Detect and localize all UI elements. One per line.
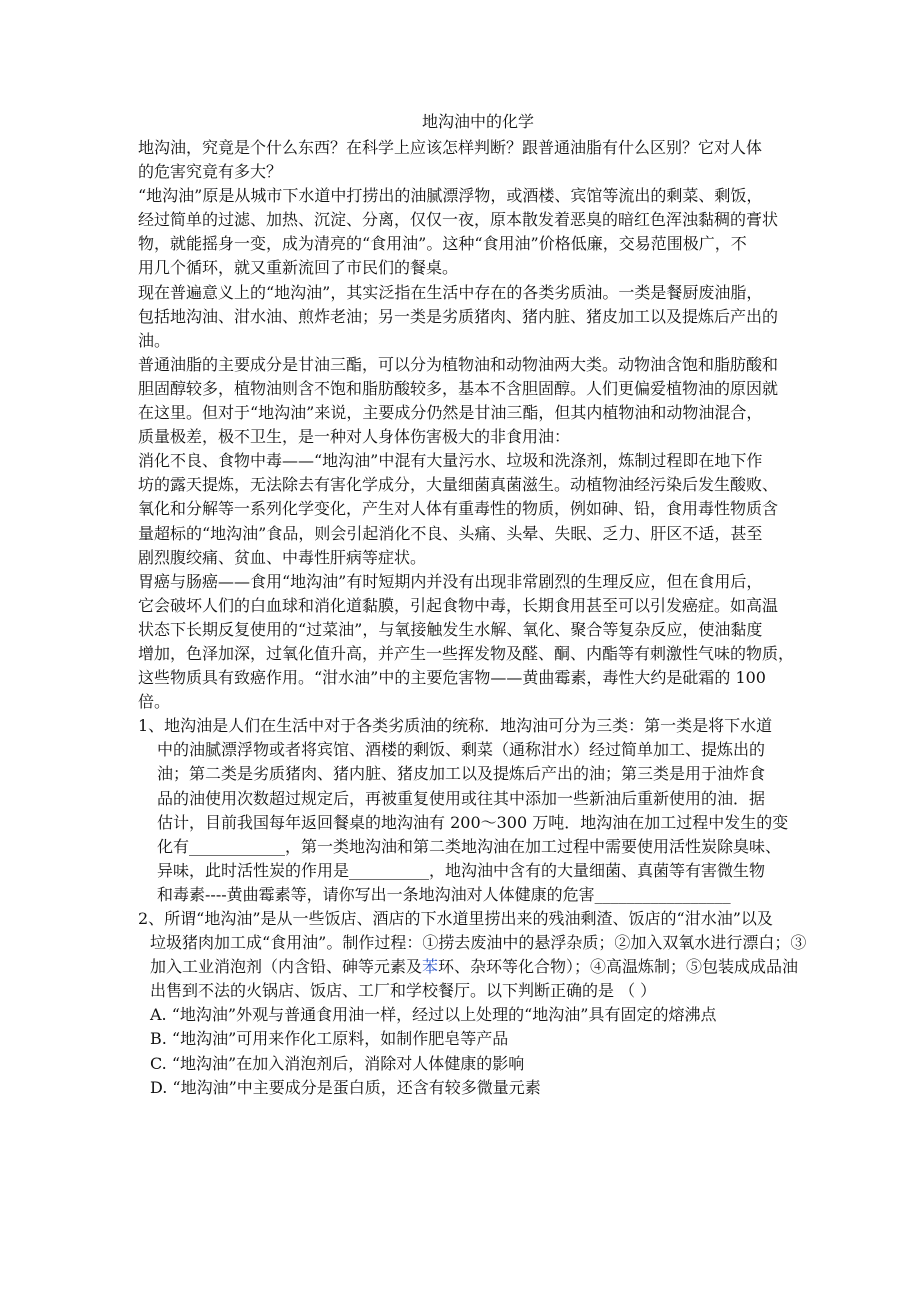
text-segment: 环、杂环等化合物）；④高温炼制；⑤包装成成品油 (438, 957, 799, 977)
option-a: A. “地沟油”外观与普通食用油一样，经过以上处理的“地沟油”具有固定的熔沸点 (150, 1005, 717, 1025)
question-1-line: 估计，目前我国每年返回餐桌的地沟油有 200～300 万吨．地沟油在加工过程中发生的变 (157, 812, 789, 832)
text-line: 地沟油，究竟是个什么东西？在科学上应该怎样判断？跟普通油脂有什么区别？它对人体 (138, 138, 763, 157)
question-1-stem: 1、地沟油是人们在生活中对于各类劣质油的统称．地沟油可分为三类：第一类是将下水道 (138, 716, 773, 736)
text-line: 经过简单的过滤、加热、沉淀、分离，仅仅一夜，原本散发着恶臭的暗红色浑浊黏稠的膏状 (138, 210, 779, 230)
text-segment: 加入工业消泡剂（内含铅、砷等元素及 (150, 957, 423, 977)
text-line: 这些物质具有致癌作用。“泔水油”中的主要危害物——黄曲霉素，毒性大约是砒霜的 100 (138, 668, 766, 688)
question-1 (138, 714, 798, 907)
question-1-line: 异味，此时活性炭的作用是__________，地沟油中含有的大量细菌、真菌等有害微生物 (157, 860, 766, 880)
option-d: D. “地沟油”中主要成分是蛋白质，还含有较多微量元素 (150, 1077, 541, 1097)
question-1-line: 油；第二类是劣质猪肉、猪内脏、猪皮加工以及提炼后产出的油；第三类是用于油炸食 (157, 764, 766, 784)
text-line: 坊的露天提炼，无法除去有害化学成分，大量细菌真菌滋生。动植物油经污染后发生酸败、 (138, 475, 779, 495)
text-line: 消化不良、食物中毒——“地沟油”中混有大量污水、垃圾和洗涤剂，炼制过程即在地下作 (138, 451, 763, 471)
text-line: 胃癌与肠癌——食用“地沟油”有时短期内并没有出现非常剧烈的生理反应，但在食用后， (138, 571, 763, 591)
body-paragraphs (138, 136, 798, 714)
text-line: 增加，色泽加深，过氧化值升高，并产生一些挥发物及醛、酮、内酯等有刺激性气味的物质， (138, 643, 795, 663)
paragraph (138, 136, 798, 184)
text-line: 倍。 (138, 692, 171, 712)
text-line: “地沟油”原是从城市下水道中打捞出的油腻漂浮物，或酒楼、宾馆等流出的剩菜、剩饭， (138, 186, 763, 206)
text-line: 在这里。但对于“地沟油”来说，主要成分仍然是甘油三酯，但其内植物油和动物油混合， (138, 403, 763, 423)
text-line: 氧化和分解等一系列化学变化，产生对人体有重毒性的物质，例如砷、铅，食用毒性物质含 (138, 499, 779, 519)
option-b: B. “地沟油”可用来作化工原料，如制作肥皂等产品 (150, 1029, 509, 1049)
option-c: C. “地沟油”在加入消泡剂后，消除对人体健康的影响 (150, 1053, 525, 1073)
text-line: 现在普遍意义上的“地沟油”，其实泛指在生活中存在的各类劣质油。一类是餐厨废油脂， (138, 282, 763, 302)
question-2-line (150, 955, 798, 979)
text-line: 普通油脂的主要成分是甘油三酯，可以分为植物油和动物油两大类。动物油含饱和脂肪酸和 (138, 354, 779, 374)
text-line: 的危害究竟有多大？ (138, 162, 283, 182)
question-2-line: 出售到不法的火锅店、饭店、工厂和学校餐厅。以下判断正确的是 （ ） (150, 981, 657, 1001)
paragraph (138, 184, 798, 280)
paragraph (138, 281, 798, 353)
highlighted-char: 苯 (422, 957, 439, 977)
paragraph (138, 353, 798, 449)
text-line: 它会破坏人们的白血球和消化道黏膜，引起食物中毒，长期食用甚至可以引发癌症。如高温 (138, 595, 779, 615)
document (138, 110, 807, 1100)
question-1-line: 品的油使用次数超过规定后，再被重复使用或往其中添加一些新油后重新使用的油．据 (157, 788, 766, 808)
text-line: 包括地沟油、泔水油、煎炸老油；另一类是劣质猪肉、猪内脏、猪皮加工以及提炼后产出的 (138, 306, 779, 326)
question-1-line: 化有____________，第一类地沟油和第二类地沟油在加工过程中需要使用活性炭除臭味、 (157, 836, 782, 856)
text-line: 状态下长期反复使用的“过菜油”，与氧接触发生水解、氧化、聚合等复杂反应，使油黏度 (138, 619, 763, 639)
question-2-stem: 2、所谓“地沟油”是从一些饭店、酒店的下水道里捞出来的残油剩渣、饭店的“泔水油”以及 (138, 909, 773, 928)
question-1-line: 和毒素----黄曲霉素等，请你写出一条地沟油对人体健康的危害_________________ (157, 884, 731, 904)
text-line: 剧烈腹绞痛、贫血、中毒性肝病等症状。 (138, 547, 427, 567)
paragraph (138, 570, 798, 715)
question-1-body (138, 738, 798, 907)
text-line: 用几个循环，就又重新流回了市民们的餐桌。 (138, 258, 459, 278)
text-line: 质量极差，极不卫生，是一种对人身体伤害极大的非食用油： (138, 427, 571, 447)
text-line: 量超标的“地沟油”食品，则会引起消化不良、头痛、头晕、失眠、乏力、肝区不适，甚至 (138, 523, 763, 543)
text-line: 油。 (138, 330, 171, 350)
paragraph (138, 449, 798, 569)
text-line: 胆固醇较多，植物油则含不饱和脂肪酸较多，基本不含胆固醇。人们更偏爱植物油的原因就 (138, 378, 779, 398)
text-line: 物，就能摇身一变，成为清亮的“食用油”。这种“食用油”价格低廉，交易范围极广，不 (138, 234, 747, 254)
document-title: 地沟油中的化学 (421, 112, 534, 131)
question-2 (138, 907, 807, 1100)
question-1-line: 中的油腻漂浮物或者将宾馆、酒楼的剩饭、剩菜（通称泔水）经过简单加工、提炼出的 (157, 740, 766, 760)
question-2-line: 垃圾猪肉加工成“食用油”。制作过程：①捞去废油中的悬浮杂质；②加入双氧水进行漂白；③ (150, 933, 807, 953)
